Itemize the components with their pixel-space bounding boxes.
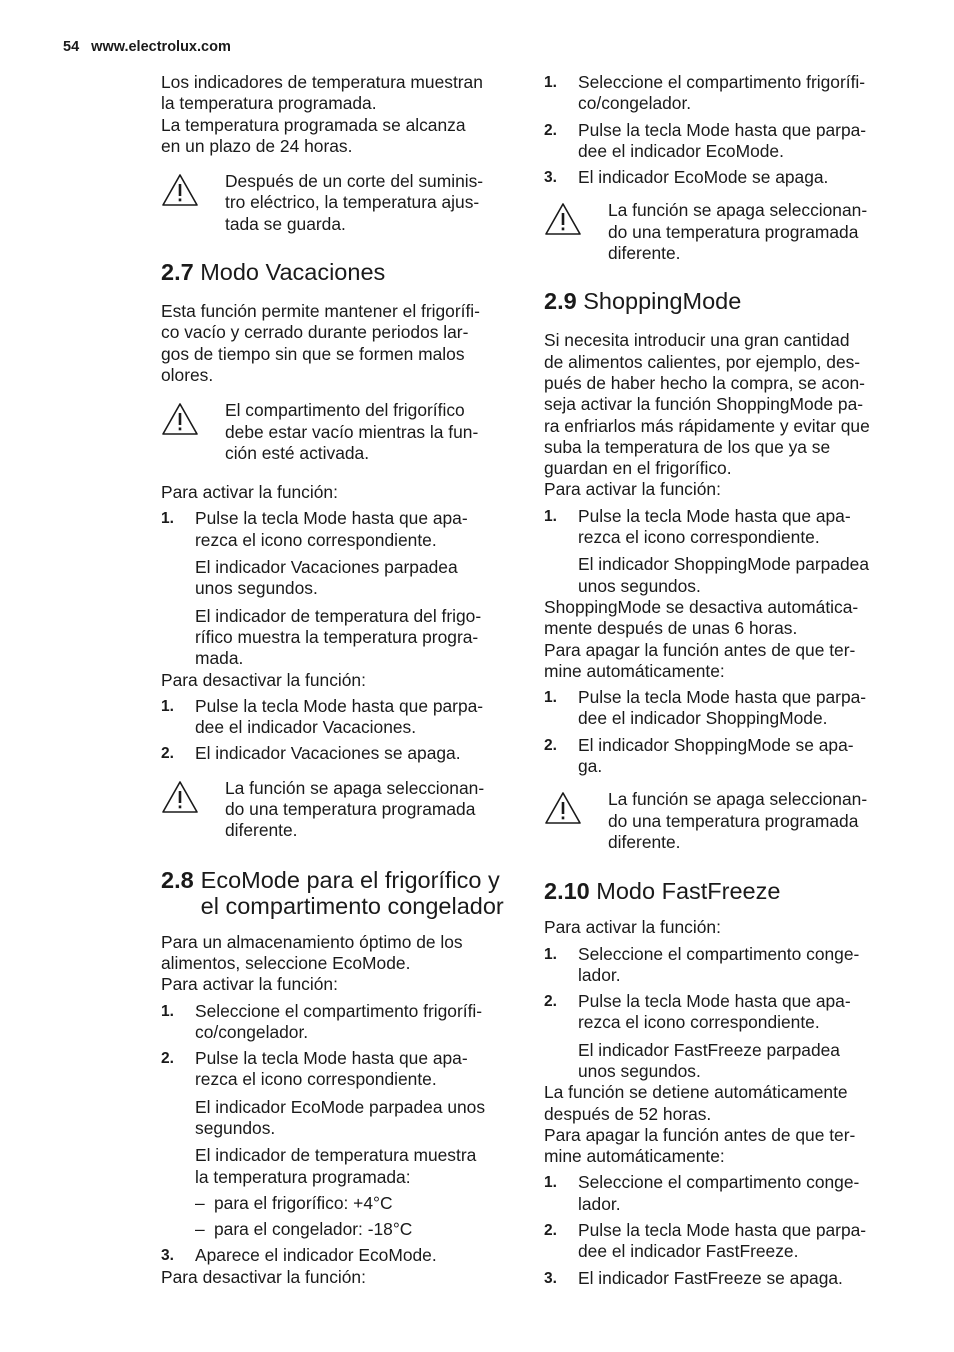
list-number: 1. [544, 1174, 557, 1192]
list-text: El indicador EcoMode se apaga. [578, 167, 829, 188]
warning-note [161, 171, 513, 235]
list-item [161, 696, 513, 739]
right-column [544, 72, 896, 1289]
list-number: 3. [544, 169, 557, 187]
list-item [544, 687, 896, 730]
section-intro: Si necesita introducir una gran cantidad de alimentos calientes, por ejemplo, des- pués de haber hecho la compra, se acon- seja activar la función ShoppingMode pa- ra enfriarlos más rápidamente y evitar que suba la temperatura de los que ya se guardan en el frigorífico. Para activar la función: [544, 330, 870, 500]
warning-text: El compartimento del frigorífico debe estar vacío mientras la fun- ción esté activada. [225, 400, 479, 463]
list-text: El indicador ShoppingMode se apa- ga. [578, 734, 854, 777]
dash-mark: – [195, 1219, 205, 1240]
warning-icon [544, 202, 582, 236]
list-text: Pulse la tecla Mode hasta que apa- rezca el icono correspondiente. [195, 1048, 468, 1090]
warning-icon [544, 791, 582, 825]
list-item [161, 1245, 513, 1266]
list-item [161, 1001, 513, 1044]
warning-icon [161, 402, 199, 436]
list-item [544, 167, 896, 188]
section-heading-2-8 [161, 867, 513, 919]
list-number: 1. [544, 74, 557, 91]
warning-icon [161, 780, 199, 814]
list-subtext: El indicador ShoppingMode parpadea unos segundos. [578, 554, 870, 596]
list-text: Pulse la tecla Mode hasta que apa- rezca el icono correspondiente. [195, 508, 468, 550]
dash-item [161, 1219, 513, 1240]
warning-note [161, 400, 513, 464]
list-number: 1. [161, 1002, 174, 1020]
auto-off-note: ShoppingMode se desactiva automática- mente después de unas 6 horas. Para apagar la función antes de que ter- mine automáticamente: [544, 596, 859, 681]
list-subtext: El indicador EcoMode parpadea unos segundos. [195, 1096, 486, 1138]
page-header [63, 37, 231, 57]
list-number: 1. [544, 945, 557, 963]
warning-note [544, 200, 896, 264]
warning-text: La función se apaga seleccionan- do una temperatura programada diferente. [608, 789, 868, 852]
section-heading-2-10 [544, 878, 896, 904]
warning-text: La función se apaga seleccionan- do una temperatura programada diferente. [225, 777, 485, 841]
list-text: Pulse la tecla Mode hasta que parpa- dee el indicador FastFreeze. [578, 1220, 867, 1262]
dash-text: para el frigorífico: +4°C [214, 1192, 393, 1213]
left-column [161, 72, 513, 1288]
list-item [544, 1268, 896, 1289]
list-text: Seleccione el compartimento frigorífi- co/congelador. [578, 72, 866, 114]
list-item [544, 944, 896, 987]
page-number: 54 [63, 39, 80, 55]
list-item [544, 991, 896, 1034]
dash-mark: – [195, 1192, 205, 1213]
list-number: 3. [161, 1247, 174, 1265]
section-heading-2-9 [544, 288, 896, 314]
list-subtext: El indicador FastFreeze parpadea unos segundos. [578, 1039, 840, 1081]
auto-off-note: La función se detiene automáticamente después de 52 horas. Para apagar la función antes de que ter- mine automáticamente: [544, 1082, 856, 1167]
list-text: Seleccione el compartimento conge- lador. [578, 1172, 860, 1214]
list-text: El indicador Vacaciones se apaga. [195, 743, 461, 764]
list-number: 2. [544, 736, 557, 754]
list-number: 2. [161, 1050, 174, 1068]
list-item [161, 743, 513, 764]
warning-text: La función se apaga seleccionan- do una temperatura programada diferente. [608, 200, 868, 264]
list-text: Pulse la tecla Mode hasta que apa- rezca el icono correspondiente. [578, 505, 851, 548]
list-number: 2. [544, 993, 557, 1011]
section-title: Modo Vacaciones [200, 259, 386, 286]
section-title: EcoMode para el frigorífico y el compartimento congelador [200, 866, 504, 919]
warning-icon [161, 173, 199, 207]
section-intro: Esta función permite mantener el frigorífi- co vacío y cerrado durante periodos lar- gos de tiempo sin que se formen malos olores. [161, 301, 480, 385]
list-item [161, 1048, 513, 1091]
list-text: Seleccione el compartimento frigorífi- co/congelador. [195, 1000, 483, 1042]
section-intro: Para un almacenamiento óptimo de los alimentos, seleccione EcoMode. Para activar la función: [161, 931, 463, 995]
list-item [544, 72, 896, 115]
section-number: 2.7 [161, 259, 194, 286]
list-number: 2. [161, 745, 174, 763]
list-text: Pulse la tecla Mode hasta que parpa- dee el indicador Vacaciones. [195, 695, 484, 738]
list-text: El indicador FastFreeze se apaga. [578, 1267, 843, 1288]
section-number: 2.10 [544, 878, 590, 905]
list-subtext: El indicador Vacaciones parpadea unos segundos. [195, 557, 458, 599]
list-number: 1. [544, 507, 557, 525]
list-number: 1. [544, 689, 557, 707]
list-text: Pulse la tecla Mode hasta que apa- rezca el icono correspondiente. [578, 991, 851, 1033]
list-number: 1. [161, 510, 174, 528]
list-item [544, 1172, 896, 1215]
section-heading-2-7 [161, 259, 513, 285]
deactivate-label: Para desactivar la función: [161, 669, 366, 690]
list-item [544, 506, 896, 549]
list-text: Pulse la tecla Mode hasta que parpa- dee el indicador EcoMode. [578, 119, 867, 161]
list-item [161, 508, 513, 551]
list-item [544, 120, 896, 163]
activate-label: Para activar la función: [544, 917, 721, 938]
dash-text: para el congelador: -18°C [214, 1219, 413, 1240]
list-number: 2. [544, 121, 557, 139]
warning-note [161, 778, 513, 842]
list-text: Seleccione el compartimento conge- lador. [578, 943, 860, 985]
warning-text: Después de un corte del suminis- tro eléctrico, la temperatura ajus- tada se guarda. [225, 171, 484, 234]
list-number: 3. [544, 1269, 557, 1287]
list-text: Aparece el indicador EcoMode. [195, 1245, 437, 1266]
activate-label: Para activar la función: [161, 482, 338, 503]
warning-note [544, 789, 896, 853]
list-text: Pulse la tecla Mode hasta que parpa- dee el indicador ShoppingMode. [578, 687, 867, 729]
list-number: 1. [161, 697, 174, 715]
dash-item [161, 1193, 513, 1214]
list-item [544, 1220, 896, 1263]
list-subtext: El indicador de temperatura del frigo- rífico muestra la temperatura progra- mada. [195, 605, 482, 669]
website-url: www.electrolux.com [91, 39, 231, 55]
list-item [544, 735, 896, 778]
section-title: Modo FastFreeze [596, 878, 781, 905]
list-subtext: El indicador de temperatura muestra la temperatura programada: [195, 1145, 477, 1187]
list-number: 2. [544, 1222, 557, 1240]
section-number: 2.8 [161, 866, 194, 893]
section-title: ShoppingMode [583, 288, 742, 315]
deactivate-label: Para desactivar la función: [161, 1266, 366, 1287]
intro-paragraph: Los indicadores de temperatura muestran la temperatura programada. La temperatura programada se alcanza en un plazo de 24 horas. [161, 72, 483, 156]
section-number: 2.9 [544, 288, 577, 315]
